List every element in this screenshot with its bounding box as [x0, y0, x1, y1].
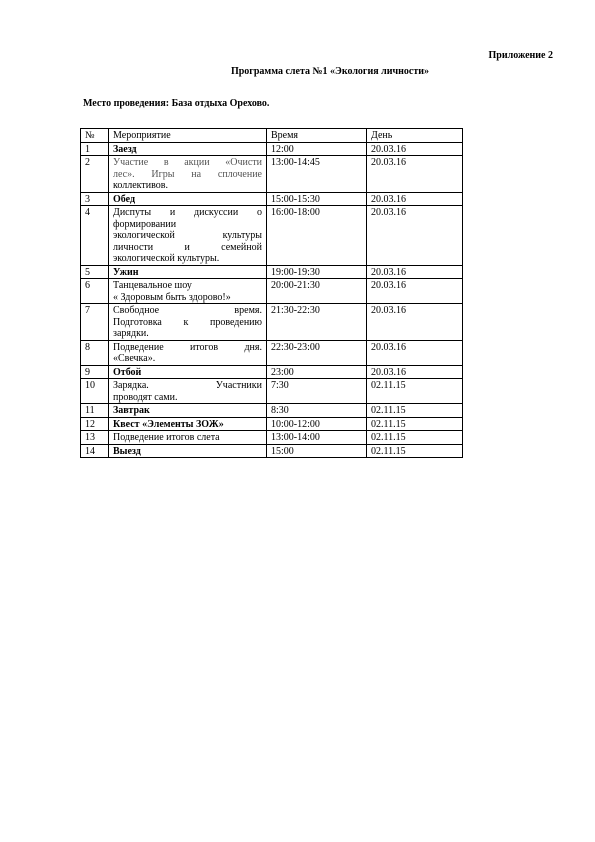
- appendix-label: Приложение 2: [488, 50, 553, 61]
- event-line: «Свечка».: [113, 353, 156, 364]
- row-time: 15:00: [267, 444, 367, 458]
- row-number: 4: [81, 206, 109, 266]
- table-row: [81, 142, 463, 156]
- table-row: [81, 365, 463, 379]
- header-day: День: [367, 129, 463, 143]
- event-line: Свободное время.: [113, 305, 262, 316]
- table-row: [81, 206, 463, 266]
- row-day: 02.11.15: [367, 379, 463, 404]
- table-row: [81, 444, 463, 458]
- event-line: формировании: [113, 218, 177, 230]
- row-event: [109, 156, 267, 193]
- event-line: лес». Игры на сплочение: [113, 168, 262, 180]
- row-day: 20.03.16: [367, 279, 463, 304]
- row-event: [109, 265, 267, 279]
- schedule-table: [80, 128, 463, 458]
- row-number: 5: [81, 265, 109, 279]
- row-number: 7: [81, 304, 109, 341]
- event-line: личности и семейной: [113, 241, 262, 253]
- row-event: [109, 444, 267, 458]
- row-time: 12:00: [267, 142, 367, 156]
- table-header-row: [81, 129, 463, 143]
- row-day: 20.03.16: [367, 142, 463, 156]
- row-time: 13:00-14:45: [267, 156, 367, 193]
- row-day: 20.03.16: [367, 206, 463, 266]
- event-line: коллективов.: [113, 180, 168, 191]
- row-time: 19:00-19:30: [267, 265, 367, 279]
- row-day: 20.03.16: [367, 340, 463, 365]
- row-event: [109, 304, 267, 341]
- row-time: 7:30: [267, 379, 367, 404]
- row-number: 8: [81, 340, 109, 365]
- table-row: [81, 379, 463, 404]
- table-row: [81, 340, 463, 365]
- row-day: 20.03.16: [367, 365, 463, 379]
- event-line: Подготовка к проведению: [113, 316, 262, 328]
- row-event: [109, 379, 267, 404]
- event-line: Выезд: [113, 445, 141, 457]
- event-line: Танцевальное шоу: [113, 280, 192, 291]
- table-row: [81, 417, 463, 431]
- event-line: Зарядка. Участники: [113, 380, 262, 391]
- event-line: Подведение итогов слета: [113, 432, 220, 443]
- row-event: [109, 365, 267, 379]
- row-event: [109, 404, 267, 418]
- row-event: [109, 417, 267, 431]
- table-row: [81, 265, 463, 279]
- row-event: [109, 340, 267, 365]
- row-time: 21:30-22:30: [267, 304, 367, 341]
- event-line: Подведение итогов дня.: [113, 341, 262, 353]
- row-number: 11: [81, 404, 109, 418]
- table-row: [81, 192, 463, 206]
- event-line: « Здоровым быть здорово!»: [113, 291, 231, 303]
- row-number: 3: [81, 192, 109, 206]
- row-number: 2: [81, 156, 109, 193]
- row-event: [109, 192, 267, 206]
- row-day: 02.11.15: [367, 444, 463, 458]
- row-day: 20.03.16: [367, 156, 463, 193]
- event-line: Участие в акции «Очисти: [113, 157, 262, 168]
- event-line: Завтрак: [113, 405, 150, 416]
- venue-line: Место проведения: База отдыха Орехово.: [83, 98, 270, 109]
- event-line: Заезд: [113, 143, 137, 155]
- row-day: 20.03.16: [367, 265, 463, 279]
- row-number: 9: [81, 365, 109, 379]
- row-number: 14: [81, 444, 109, 458]
- event-line: проводят сами.: [113, 391, 178, 403]
- row-number: 6: [81, 279, 109, 304]
- row-number: 12: [81, 417, 109, 431]
- row-event: [109, 431, 267, 445]
- document-title: Программа слета №1 «Экология личности»: [230, 66, 430, 77]
- table-row: [81, 431, 463, 445]
- row-time: 20:00-21:30: [267, 279, 367, 304]
- row-day: 02.11.15: [367, 431, 463, 445]
- row-time: 15:00-15:30: [267, 192, 367, 206]
- row-event: [109, 206, 267, 266]
- table-row: [81, 304, 463, 341]
- row-time: 8:30: [267, 404, 367, 418]
- row-number: 10: [81, 379, 109, 404]
- row-time: 16:00-18:00: [267, 206, 367, 266]
- event-line: Квест «Элементы ЗОЖ»: [113, 418, 224, 430]
- row-time: 10:00-12:00: [267, 417, 367, 431]
- header-time: Время: [267, 129, 367, 143]
- event-line: экологической культуры: [113, 230, 262, 241]
- row-day: 20.03.16: [367, 192, 463, 206]
- header-event: Мероприятие: [109, 129, 267, 143]
- row-event: [109, 142, 267, 156]
- event-line: Диспуты и дискуссии о: [113, 207, 262, 218]
- event-line: Обед: [113, 193, 136, 205]
- header-num: №: [81, 129, 109, 143]
- row-day: 02.11.15: [367, 404, 463, 418]
- event-line: Отбой: [113, 366, 142, 378]
- row-day: 20.03.16: [367, 304, 463, 341]
- row-time: 22:30-23:00: [267, 340, 367, 365]
- table-row: [81, 404, 463, 418]
- table-row: [81, 279, 463, 304]
- row-day: 02.11.15: [367, 417, 463, 431]
- event-line: экологической культуры.: [113, 253, 220, 264]
- table-row: [81, 156, 463, 193]
- row-event: [109, 279, 267, 304]
- event-line: Ужин: [113, 266, 139, 278]
- schedule-body: [81, 129, 463, 458]
- event-line: зарядки.: [113, 328, 149, 339]
- row-time: 13:00-14:00: [267, 431, 367, 445]
- row-number: 13: [81, 431, 109, 445]
- row-number: 1: [81, 142, 109, 156]
- row-time: 23:00: [267, 365, 367, 379]
